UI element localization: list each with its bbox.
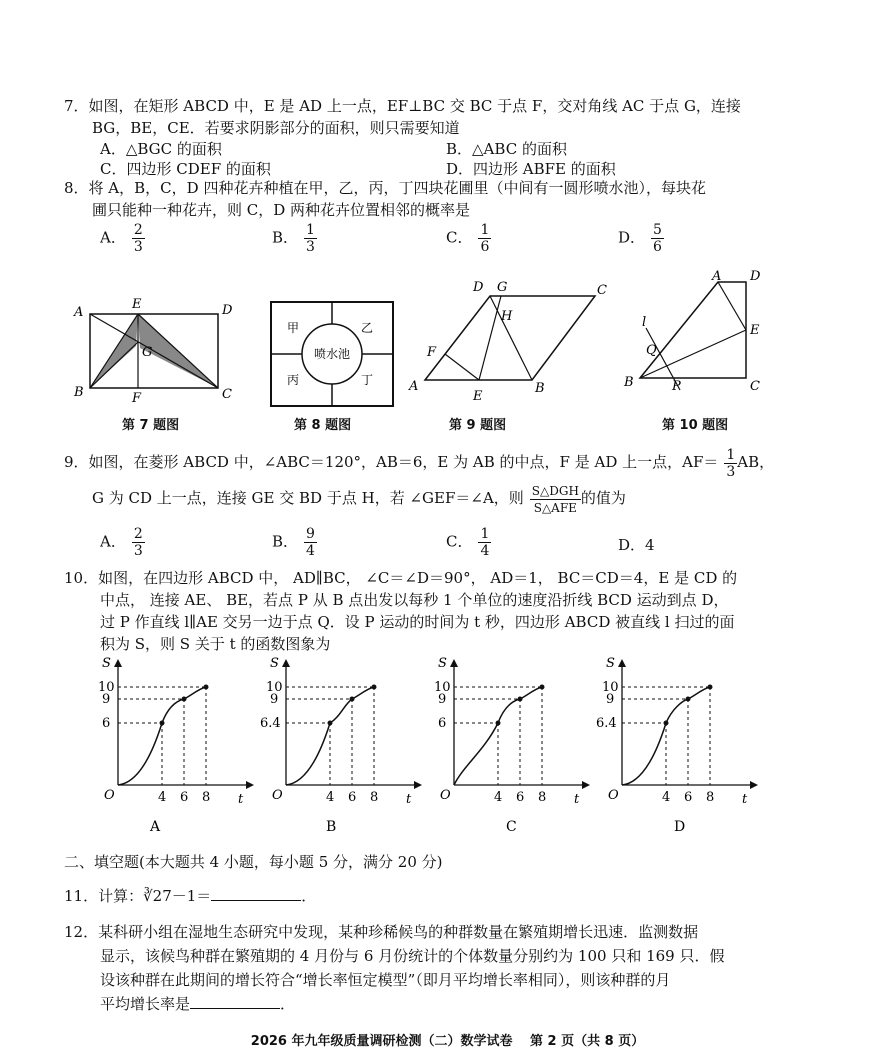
- fig9-label-h: H: [501, 309, 513, 324]
- q11: 11．计算：∛27－1＝ ．: [64, 887, 317, 905]
- fig10-label-d: D: [750, 269, 761, 284]
- caption-fig9: 第 9 题图: [449, 418, 507, 433]
- q7-option-a: A．△BGC 的面积: [100, 140, 222, 158]
- graph-a-label: A: [150, 819, 161, 835]
- svg-text:6: 6: [438, 716, 447, 731]
- svg-text:10: 10: [602, 680, 619, 695]
- svg-text:4: 4: [158, 790, 167, 805]
- fig9-label-c: C: [597, 283, 607, 298]
- svg-text:6: 6: [348, 790, 357, 805]
- section2-heading: 二、填空题(本大题共 4 小题，每小题 5 分，满分 20 分): [64, 853, 443, 871]
- svg-text:6: 6: [516, 790, 525, 805]
- svg-text:O: O: [440, 788, 451, 803]
- fig10-label-b: B: [624, 375, 634, 390]
- fig8-plot-bing: 丙: [287, 373, 300, 387]
- svg-text:S: S: [270, 656, 279, 671]
- graph-d: [592, 655, 762, 840]
- q9-option-b: B． $\frac{9}{4}$: [272, 526, 315, 559]
- svg-text:9: 9: [438, 692, 447, 707]
- q8-option-d: D． $\frac{5}{6}$: [618, 222, 662, 255]
- q12-line3: 设该种群在此期间的增长符合“增长率恒定模型”（即月平均增长率相同），则该种群的月: [100, 971, 671, 989]
- fig8-fountain: 喷水池: [313, 347, 351, 361]
- svg-text:6: 6: [684, 790, 693, 805]
- q7-option-b: B．△ABC 的面积: [446, 140, 567, 158]
- fig9-label-e: E: [473, 389, 483, 404]
- figure-10: [620, 266, 780, 406]
- caption-fig7: 第 7 题图: [122, 418, 180, 433]
- svg-text:t: t: [574, 792, 580, 807]
- fig8-plot-jia: 甲: [287, 321, 300, 335]
- svg-text:6: 6: [180, 790, 189, 805]
- fig7-label-e: E: [132, 297, 142, 312]
- svg-text:9: 9: [270, 692, 279, 707]
- q8-line1: 8．将 A，B，C，D 四种花卉种植在甲，乙，丙，丁四块花圃里（中间有一圆形喷水池），每块花: [64, 179, 706, 197]
- svg-text:8: 8: [538, 790, 547, 805]
- svg-text:4: 4: [326, 790, 335, 805]
- q9-line1: 9．如图，在菱形 ABCD 中，∠ABC＝120°，AB＝6，E 为 AB 的中点，F 是 AD 上一点，AF＝ $\frac{1}{3}$ AB，: [64, 446, 775, 480]
- svg-text:6.4: 6.4: [596, 716, 617, 731]
- q12-line1: 12．某科研小组在湿地生态研究中发现，某种珍稀候鸟的种群数量在繁殖期增长迅速．监测数据: [64, 923, 699, 941]
- svg-text:10: 10: [434, 680, 451, 695]
- svg-text:S: S: [102, 656, 111, 671]
- q11-answer-blank[interactable]: [211, 886, 301, 901]
- q10-line2: 中点， 连接 AE、 BE，若点 P 从 B 点出发以每秒 1 个单位的速度沿折线 BCD 运动到点 D，: [100, 591, 729, 609]
- fig10-label-e: E: [750, 323, 760, 338]
- fig10-label-l: l: [642, 315, 647, 330]
- svg-text:S: S: [606, 656, 615, 671]
- q12-line2: 显示，该候鸟种群在繁殖期的 4 月份与 6 月份统计的个体数量分别约为 100 只和 169 只．假: [100, 947, 725, 965]
- fig10-label-c: C: [750, 379, 760, 394]
- page-footer: 2026 年九年级质量调研检测（二）数学试卷 第 2 页（共 8 页）: [250, 1034, 645, 1049]
- svg-text:O: O: [104, 788, 115, 803]
- q9-line2: G 为 CD 上一点，连接 GE 交 BD 于点 H，若 ∠GEF＝∠A，则 $\frac{\text{S△DGH}}{\text{S△AFE}}$ 的值为: [92, 483, 626, 515]
- fig9-label-g: G: [497, 280, 508, 295]
- fig10-label-q: Q: [646, 343, 657, 358]
- q12-line4: 平均增长率是 ．: [100, 995, 296, 1013]
- svg-text:10: 10: [98, 680, 115, 695]
- q10-line3: 过 P 作直线 l∥AE 交另一边于点 Q．设 P 运动的时间为 t 秒，四边形 ABCD 被直线 l 扫过的面: [100, 613, 735, 631]
- svg-text:8: 8: [202, 790, 211, 805]
- q10-line4: 积为 S，则 S 关于 t 的函数图象为: [100, 635, 331, 653]
- svg-text:O: O: [272, 788, 283, 803]
- fig7-label-f: F: [132, 391, 142, 406]
- fig7-label-b: B: [74, 385, 84, 400]
- figure-9: [405, 276, 620, 406]
- svg-text:O: O: [608, 788, 619, 803]
- fig7-label-c: C: [222, 387, 232, 402]
- q8-option-b: B． $\frac{1}{3}$: [272, 222, 315, 255]
- graph-b: [256, 655, 426, 840]
- fig8-plot-ding: 丁: [361, 373, 374, 387]
- fig7-label-g: G: [142, 345, 153, 360]
- q7-line1: 7．如图，在矩形 ABCD 中，E 是 AD 上一点，EF⊥BC 交 BC 于点 F，交对角线 AC 于点 G，连接: [64, 97, 741, 115]
- fig10-quadrilateral: [640, 282, 746, 378]
- fig7-label-a: A: [74, 305, 84, 320]
- svg-text:10: 10: [266, 680, 283, 695]
- q8-line2: 圃只能种一种花卉，则 C，D 两种花卉位置相邻的概率是: [92, 201, 471, 219]
- graph-c-label: C: [506, 819, 517, 835]
- q9-option-d: D．4: [618, 536, 655, 554]
- figure-8: [265, 298, 400, 410]
- svg-text:9: 9: [606, 692, 615, 707]
- graph-d-label: D: [674, 819, 686, 835]
- svg-text:8: 8: [370, 790, 379, 805]
- fig10-label-p: P: [672, 379, 681, 394]
- svg-text:t: t: [406, 792, 412, 807]
- figure-7: [70, 292, 240, 407]
- fig9-label-a: A: [409, 379, 419, 394]
- svg-text:8: 8: [706, 790, 715, 805]
- svg-text:S: S: [438, 656, 447, 671]
- svg-text:4: 4: [662, 790, 671, 805]
- q9-option-a: A． $\frac{2}{3}$: [100, 526, 143, 559]
- svg-text:6: 6: [102, 716, 111, 731]
- q8-option-c: C． $\frac{1}{6}$: [446, 222, 490, 255]
- fig9-label-b: B: [535, 381, 545, 396]
- graph-b-label: B: [326, 819, 337, 835]
- fig8-plot-yi: 乙: [361, 321, 374, 335]
- q9-option-c: C． $\frac{1}{4}$: [446, 526, 490, 559]
- q8-option-a: A． $\frac{2}{3}$: [100, 222, 143, 255]
- fig9-label-f: F: [427, 345, 437, 360]
- caption-fig10: 第 10 题图: [662, 418, 729, 433]
- q7-option-d: D．四边形 ABFE 的面积: [446, 160, 616, 178]
- caption-fig8: 第 8 题图: [294, 418, 352, 433]
- fig10-label-a: A: [712, 269, 722, 284]
- svg-text:4: 4: [494, 790, 503, 805]
- svg-text:t: t: [238, 792, 244, 807]
- q7-line2: BG，BE，CE．若要求阴影部分的面积，则只需要知道: [92, 119, 460, 137]
- fig9-label-d: D: [473, 280, 484, 295]
- q12-answer-blank[interactable]: [190, 994, 280, 1009]
- q10-line1: 10．如图，在四边形 ABCD 中， AD∥BC， ∠C＝∠D＝90°， AD＝1， BC＝CD＝4，E 是 CD 的: [64, 569, 738, 587]
- graph-c: [424, 655, 594, 840]
- q7-option-c: C．四边形 CDEF 的面积: [100, 160, 271, 178]
- svg-text:9: 9: [102, 692, 111, 707]
- svg-text:6.4: 6.4: [260, 716, 281, 731]
- fig7-label-d: D: [222, 303, 233, 318]
- svg-text:t: t: [742, 792, 748, 807]
- graph-a: [88, 655, 258, 840]
